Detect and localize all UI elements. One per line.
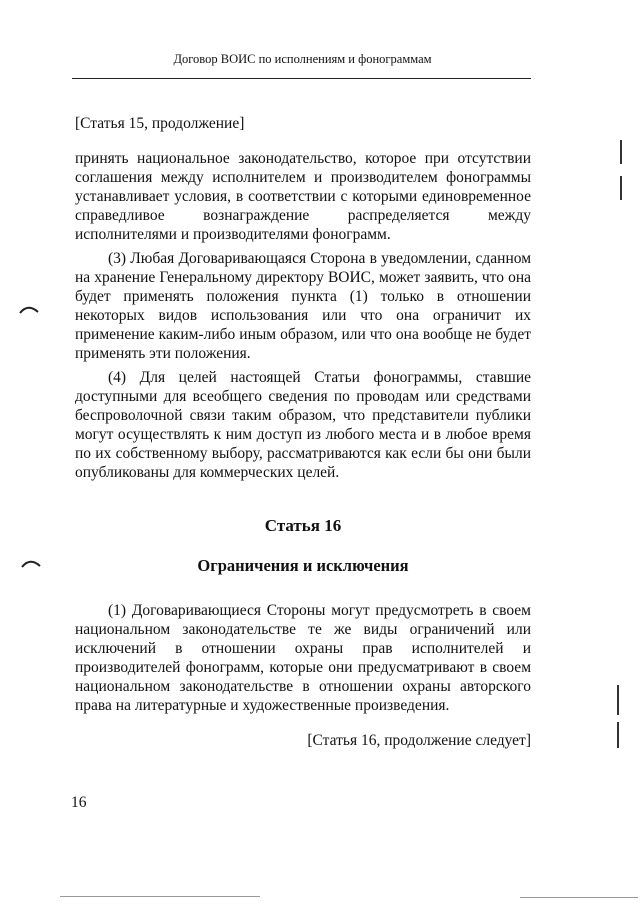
running-header: Договор ВОИС по исполнениям и фонограммам	[173, 52, 432, 66]
header-rule	[72, 78, 531, 79]
page-number: 16	[71, 794, 87, 811]
scan-edge-line	[520, 897, 638, 898]
scan-edge-line	[60, 896, 260, 897]
article-title: Статья 16	[264, 516, 342, 535]
paragraph-15-2-cont: принять национальное законодательство, которое при отсутствии соглашения между исполнителем и производителем фонограммы устанавливает условия, в соответствии с которыми единовременное справедливое вознаграждение распределяется между исполнителями и производителями фонограмм.	[75, 150, 531, 243]
margin-bar	[617, 722, 619, 748]
continuation-note-top: [Статья 15, продолжение]	[75, 115, 245, 132]
paragraph-15-3: (3) Любая Договаривающаяся Сторона в уведомлении, сданном на хранение Генеральному директору ВОИС, может заявить, что она будет применять положения пункта (1) только в отношении некоторых видов использования или что она ограничит их применение каким-либо иным образом, или что она вообще не будет применять эти положения.	[75, 250, 531, 362]
margin-bar	[617, 685, 619, 715]
paragraph-15-4: (4) Для целей настоящей Статьи фонограммы, ставшие доступными для всеобщего сведения по проводам или средствами беспроволочной связи таким образом, что представители публики могут осуществлять к ним доступ из любого места и в любое время по их собственному выбору, рассматриваются как если бы они были опубликованы для коммерческих целей.	[75, 369, 531, 481]
margin-mark-icon	[18, 302, 40, 316]
continuation-note-bottom: [Статья 16, продолжение следует]	[307, 732, 531, 749]
margin-bar	[620, 176, 622, 200]
margin-bar	[620, 140, 622, 164]
margin-mark-icon	[20, 556, 42, 570]
article-15-body	[75, 149, 531, 487]
article-16-body	[75, 601, 531, 720]
article-subtitle: Ограничения и исключения	[197, 556, 409, 575]
paragraph-16-1: (1) Договаривающиеся Стороны могут предусмотреть в своем национальном законодательстве те же виды ограничений или исключений в отношении охраны прав исполнителей и производителей фонограмм, которые они предусматривают в своем национальном законодательстве в отношении охраны авторского права на литературные и художественные произведения.	[75, 602, 531, 714]
